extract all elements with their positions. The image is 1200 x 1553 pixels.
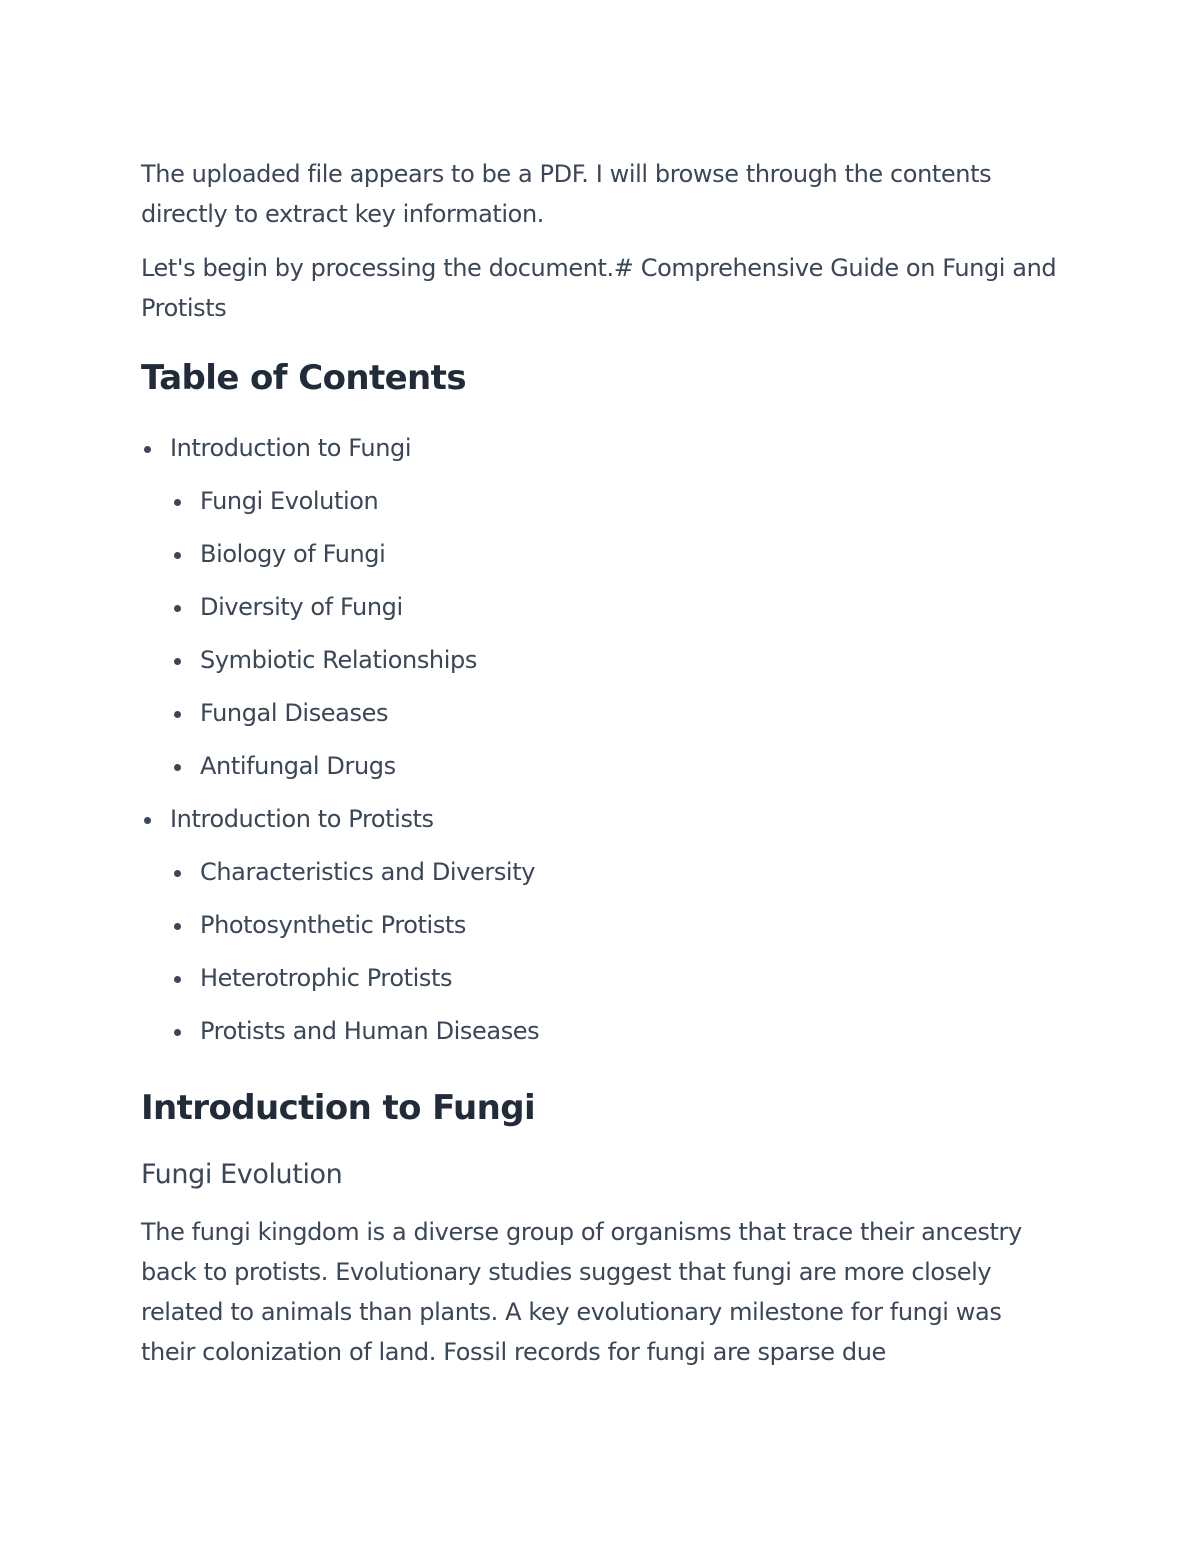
section-subheading: Fungi Evolution [141,1159,343,1190]
toc-item-label: Photosynthetic Protists [200,911,467,939]
intro-paragraph-1: The uploaded file appears to be a PDF. I will browse through the contents directly to extract key information. [141,160,992,228]
toc-item-label: Introduction to Fungi [170,434,412,462]
section-heading: Introduction to Fungi [141,1088,536,1128]
bullet-icon [174,499,181,506]
bullet-icon [174,1029,181,1036]
toc-item-label: Fungal Diseases [200,699,389,727]
toc-item[interactable] [141,528,1061,581]
toc-item[interactable] [141,846,1061,899]
toc-item[interactable] [141,793,1061,846]
toc-item-label: Diversity of Fungi [200,593,403,621]
toc-item[interactable] [141,634,1061,687]
toc-item[interactable] [141,740,1061,793]
bullet-icon [174,976,181,983]
toc-item-label: Introduction to Protists [170,805,434,833]
bullet-icon [174,923,181,930]
toc-item-label: Antifungal Drugs [200,752,396,780]
intro-paragraph-2: Let's begin by processing the document.# Comprehensive Guide on Fungi and Protists [141,254,1057,322]
toc-item-label: Fungi Evolution [200,487,379,515]
bullet-icon [174,605,181,612]
toc-item-label: Protists and Human Diseases [200,1017,540,1045]
document-page [141,154,1061,1386]
toc-item[interactable] [141,581,1061,634]
bullet-icon [174,711,181,718]
toc-item[interactable] [141,475,1061,528]
bullet-icon [144,446,151,453]
toc-heading: Table of Contents [141,358,466,398]
section-body-paragraph: The fungi kingdom is a diverse group of organisms that trace their ancestry back to protists. Evolutionary studies suggest that fungi are more closely related to animals than plants. A key evolutionary milestone for fungi was their colonization of land. Fossil records for fungi are sparse due [141,1218,1022,1366]
toc-item-label: Characteristics and Diversity [200,858,536,886]
toc-item[interactable] [141,899,1061,952]
toc-item-label: Heterotrophic Protists [200,964,453,992]
toc-item[interactable] [141,1005,1061,1058]
bullet-icon [174,552,181,559]
bullet-icon [144,817,151,824]
toc-item[interactable] [141,422,1061,475]
bullet-icon [174,764,181,771]
toc-item-label: Symbiotic Relationships [200,646,477,674]
bullet-icon [174,870,181,877]
toc-item[interactable] [141,952,1061,1005]
bullet-icon [174,658,181,665]
table-of-contents [141,422,1061,1058]
toc-item[interactable] [141,687,1061,740]
toc-item-label: Biology of Fungi [200,540,386,568]
